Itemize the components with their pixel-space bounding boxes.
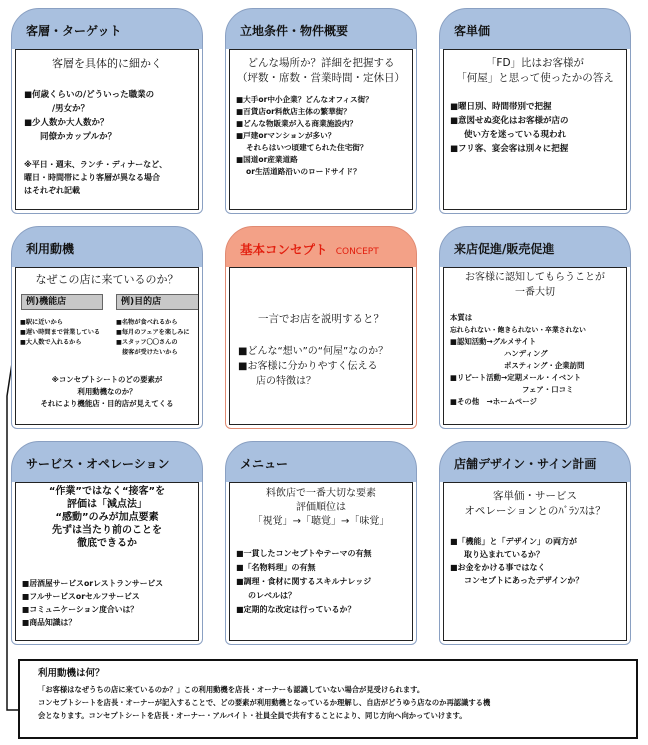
essence-text: 忘れられない・飽きられない・卒業されない — [450, 326, 586, 334]
card-title: 来店促進/販売促進 — [454, 242, 555, 256]
note-line: ※コンセプトシートのどの要素が — [51, 375, 163, 384]
list-item: 使い方を迷っている現われ — [464, 130, 567, 140]
card-body — [229, 482, 413, 641]
list-item: ■大人数で入れるから — [20, 339, 82, 346]
note-line: はそれぞれ記載 — [24, 186, 80, 195]
list-item: ■駅に近いから — [20, 319, 63, 326]
list-item: ■コミュニケーション度合いは？ — [22, 605, 139, 614]
card-heading: 評価順位は — [296, 502, 346, 513]
list-item: ■一貫したコンセプトやテーマの有無 — [236, 549, 372, 558]
card-heading: 客単価・サービス — [493, 490, 577, 502]
card-title: サービス・オペレーション — [26, 457, 170, 471]
list-item: ■国道or産業道路 — [236, 155, 298, 164]
list-item: ■少人数か大人数か？ — [24, 118, 109, 128]
note-line: 曜日・時間帯により客層が異なる場合 — [24, 173, 160, 182]
list-item: ■名物が食べれるから — [116, 319, 178, 326]
card-heading: 先ずは当たり前のことを — [52, 525, 162, 536]
tag-purpose-store: 例)目的店 — [116, 294, 199, 310]
card-title — [240, 240, 379, 258]
card-heading: “感動”のみが加点要素 — [55, 512, 159, 523]
card-heading: 「視覚」→「聴覚」→「味覚」 — [252, 516, 390, 527]
card-heading: 料飲店で一番大切な要素 — [266, 488, 376, 499]
list-item: ■大手or中小企業？どんなオフィス街？ — [236, 95, 373, 104]
note-line: ※平日・週末、ランチ・ディナーなど、 — [24, 160, 168, 169]
list-item: コンセプトにあったデザインか？ — [464, 576, 584, 585]
card-body — [229, 267, 413, 425]
card-heading: 評価は「減点法」 — [67, 499, 147, 510]
list-item: ■リピート活動→定期メール・イベント — [450, 373, 581, 382]
tag-functional-store: 例)機能店 — [21, 294, 103, 310]
concept-question: 一言でお店を説明すると？ — [258, 313, 384, 325]
card-heading: 一番大切 — [515, 287, 555, 298]
card-body — [15, 49, 199, 210]
concept-title: 基本コンセプト — [240, 242, 328, 257]
note-line: それにより機能店・目的店が見えてくる — [40, 399, 174, 408]
list-item: ■居酒屋サービスorレストランサービス — [22, 579, 164, 588]
card-heading: お客様に認知してもらうことが — [465, 272, 605, 283]
card-title: 客単価 — [454, 24, 491, 38]
list-item: ■その他 →ホームページ — [450, 397, 537, 406]
card-title: メニュー — [240, 457, 289, 471]
card-body — [15, 267, 199, 425]
list-item: ハンディング — [504, 349, 548, 358]
list-item: ポスティング・企業訪問 — [504, 361, 585, 370]
bottom-note-line: コンセプトシートを店長・オーナーが記入することで、どの要素が利用動機となっているか理解し、自店がどうゆう店なのか再認識する機 — [38, 698, 491, 707]
card-body — [443, 267, 627, 425]
concept-title-en: CONCEPT — [335, 247, 379, 257]
card-title: 利用動機 — [26, 242, 75, 256]
list-item: ■「名物料理」の有無 — [236, 563, 316, 572]
card-location — [225, 8, 417, 214]
list-item: ■認知活動→グルメサイト — [450, 337, 537, 346]
list-item: 同僚かカップルか？ — [40, 132, 117, 142]
card-title: 客層・ターゲット — [26, 24, 122, 38]
card-heading: 徹底できるか — [77, 538, 137, 549]
list-item: 接客が受けたいから — [122, 349, 178, 356]
list-item: ■どんな“想い”の“何屋”なのか？ — [238, 346, 389, 357]
card-price — [439, 8, 631, 214]
card-concept — [225, 226, 417, 429]
bottom-note-line: 「お客様はなぜうちの店に来ているのか？」この利用動機を店長・オーナーも認識していない場合が見受けられます。 — [38, 685, 425, 694]
bottom-note-title: 利用動機は何？ — [38, 668, 105, 679]
card-body — [443, 482, 627, 641]
list-item: /男女か？ — [52, 104, 90, 114]
list-item: ■定期的な改定は行っているか？ — [236, 605, 356, 614]
list-item: ■意図せぬ変化はお客様が店の — [450, 116, 569, 126]
list-item: ■調理・食材に関するスキルナレッジ — [236, 577, 372, 586]
card-heading: どんな場所か？詳細を把握する — [247, 57, 395, 69]
card-motive — [11, 226, 203, 429]
list-item: ■商品知識は？ — [22, 618, 77, 627]
list-item: ■百貨店or料飲店主体の繁華街？ — [236, 107, 351, 116]
essence-label: 本質は — [450, 313, 473, 322]
list-item: 店の特徴は？ — [256, 376, 316, 387]
list-item: 取り込まれているか？ — [464, 550, 544, 559]
list-item: それらはいつ頃建てられた住宅街？ — [246, 143, 368, 152]
card-body — [15, 482, 199, 641]
list-item: ■フルサービスorセルフサービス — [22, 592, 140, 601]
card-menu — [225, 441, 417, 645]
card-heading: なぜこの店に来ているのか？ — [35, 273, 179, 286]
card-heading: （坪数・席数・営業時間・定休日） — [237, 72, 405, 84]
card-heading: 「FD」比はお客様が — [485, 57, 585, 69]
list-item: ■お金をかける事ではなく — [450, 563, 546, 572]
bottom-note — [18, 659, 638, 739]
list-item: ■遅い時間まで営業している — [20, 329, 101, 336]
list-item: ■曜日別、時間帯別で把握 — [450, 102, 552, 112]
note-line: 利用動機なのか？ — [77, 387, 137, 396]
card-title: 店舗デザイン・サイン計画 — [454, 457, 597, 471]
card-heading: “作業”ではなく“接客”を — [48, 486, 166, 497]
card-title: 立地条件・物件概要 — [240, 24, 349, 38]
list-item: ■「機能」と「デザイン」の両方が — [450, 537, 577, 546]
card-heading: 客層を具体的に細かく — [52, 57, 162, 70]
bottom-note-line: 会となります。コンセプトシートを店長・オーナー・アルバイト・社員全員で共有することにより、同じ方向へ向かっていけます。 — [38, 711, 467, 720]
card-promotion — [439, 226, 631, 429]
list-item: ■毎月のフェアを楽しみに — [116, 329, 190, 336]
list-item: ■スタッフ〇〇さんの — [116, 339, 178, 346]
card-heading: オペレーションとのﾊﾞﾗﾝｽは？ — [464, 505, 606, 517]
card-body — [229, 49, 413, 210]
card-design — [439, 441, 631, 645]
card-heading: 「何屋」と思って使ったかの答え — [456, 72, 614, 84]
list-item: ■フリ客、宴会客は別々に把握 — [450, 144, 569, 154]
card-body — [443, 49, 627, 210]
list-item: or生活道路沿いのロードサイド？ — [246, 167, 361, 176]
list-item: ■何歳くらいの/どういった職業の — [24, 90, 155, 100]
list-item: フェア・口コミ — [522, 385, 574, 394]
list-item: ■お客様に分かりやすく伝える — [238, 361, 378, 372]
card-target — [11, 8, 203, 214]
list-item: のレベルは？ — [248, 591, 296, 600]
list-item: ■どんな物販業が入る商業施設内？ — [236, 119, 358, 128]
card-service — [11, 441, 203, 645]
list-item: ■戸建orマンションが多い？ — [236, 131, 336, 140]
